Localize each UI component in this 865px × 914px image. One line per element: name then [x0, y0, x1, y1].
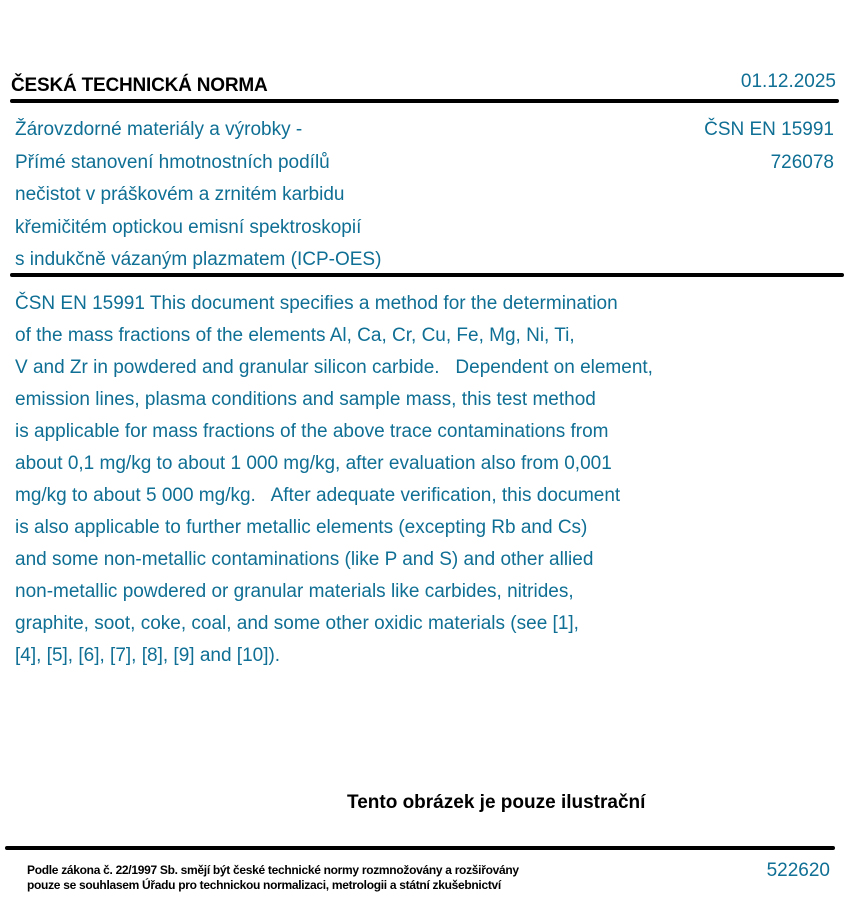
legal-line: pouze se souhlasem Úřadu pro technickou normalizaci, metrologii a státní zkušebnictví [27, 878, 501, 892]
class-number: 726078 [770, 151, 834, 173]
middle-divider [10, 273, 844, 277]
title-line: Přímé stanovení hmotnostních podílů [15, 151, 330, 173]
abstract-line: [4], [5], [6], [7], [8], [9] and [10]). [15, 645, 281, 666]
abstract-line: and some non-metallic contaminations (like P and S) and other allied [15, 549, 594, 570]
issue-date: 01.12.2025 [740, 71, 836, 92]
abstract-line: is applicable for mass fractions of the above trace contaminations from [15, 421, 609, 442]
abstract-line: mg/kg to about 5 000 mg/kg. After adequate verification, this document [15, 485, 621, 506]
norm-heading: ČESKÁ TECHNICKÁ NORMA [11, 75, 268, 96]
abstract-line: V and Zr in powdered and granular silicon carbide. Dependent on element, [15, 357, 653, 378]
abstract-line: ČSN EN 15991 This document specifies a method for the determination [15, 293, 618, 314]
abstract-line: non-metallic powdered or granular materials like carbides, nitrides, [15, 581, 574, 602]
top-divider [10, 99, 839, 103]
title-line: s indukčně vázaným plazmatem (ICP-OES) [15, 249, 382, 270]
title-line: nečistot v práškovém a zrnitém karbidu [15, 184, 345, 205]
footer-code: 522620 [766, 860, 830, 881]
abstract-line: is also applicable to further metallic elements (excepting Rb and Cs) [15, 517, 588, 538]
standard-title [15, 114, 381, 277]
abstract-line: of the mass fractions of the elements Al, Ca, Cr, Cu, Fe, Mg, Ni, Ti, [15, 325, 575, 346]
bottom-divider [5, 846, 835, 850]
abstract-line: graphite, soot, coke, coal, and some other oxidic materials (see [1], [15, 613, 579, 634]
illustration-notice: Tento obrázek je pouze ilustrační [347, 792, 646, 813]
abstract-line: about 0,1 mg/kg to about 1 000 mg/kg, after evaluation also from 0,001 [15, 453, 612, 474]
title-line: křemičitém optickou emisní spektroskopií [15, 216, 362, 238]
title-line: Žárovzdorné materiály a výrobky - [15, 119, 303, 140]
standard-identifiers [704, 114, 834, 179]
standard-designation: ČSN EN 15991 [704, 119, 834, 140]
abstract-text [15, 288, 653, 672]
legal-line: Podle zákona č. 22/1997 Sb. smějí být české technické normy rozmnožovány a rozšiřovány [27, 863, 519, 877]
legal-notice [27, 863, 519, 893]
abstract-line: emission lines, plasma conditions and sample mass, this test method [15, 389, 596, 410]
